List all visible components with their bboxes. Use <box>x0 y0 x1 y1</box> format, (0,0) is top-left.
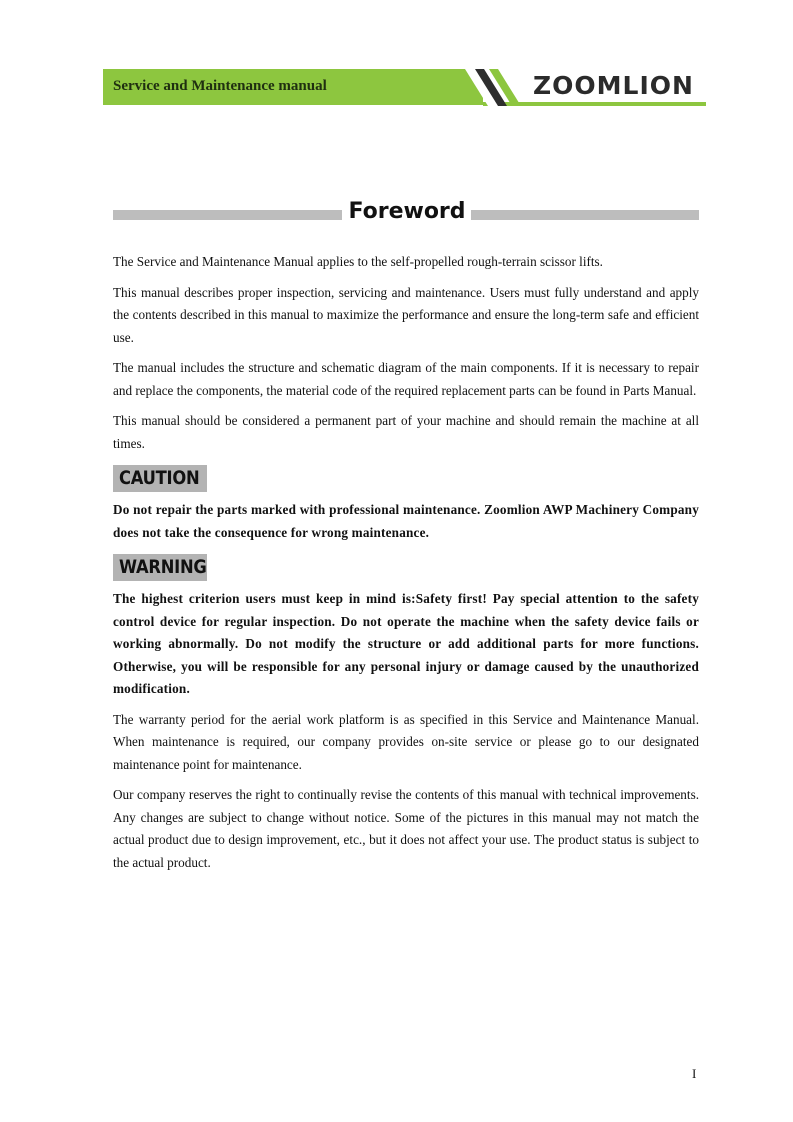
warning-word: WARNING <box>119 556 207 579</box>
caution-label <box>113 465 207 492</box>
heading-rule-left <box>113 210 342 220</box>
heading-rule-right <box>471 210 699 220</box>
paragraph: The warranty period for the aerial work platform is as specified in this Service and Maintenance Manual. When maintenance is required, our company provides on-site service or please go to our designated maintenance point for maintenance. <box>113 711 699 772</box>
zoomlion-logo-icon <box>465 69 525 106</box>
page-title: Foreword <box>348 199 466 224</box>
warning-text: The highest criterion users must keep in mind is:Safety first! Pay special attention to the safety control device for regular inspection. Do not operate the machine when the safety device fails or working abnormally. Do not modify the structure or add additional parts for more functions. Otherwise, you will be responsible for any personal injury or damage caused by the unauthorized modification. <box>113 591 699 696</box>
brand-name: ZOOMLION <box>533 71 694 100</box>
page-number: I <box>692 1066 697 1081</box>
paragraph: This manual describes proper inspection, servicing and maintenance. Users must fully understand and apply the contents described in this manual to maximize the performance and ensure the long-term safe and efficient use. <box>113 284 699 345</box>
paragraph: Our company reserves the right to continually revise the contents of this manual with technical improvements. Any changes are subject to change without notice. Some of the pictures in this manual may not match the actual product due to design improvement, etc., but it does not affect your use. The product status is subject to the actual product. <box>113 787 699 870</box>
warning-label <box>113 554 207 581</box>
header-title: Service and Maintenance manual <box>113 78 327 94</box>
foreword-body <box>113 251 699 882</box>
paragraph: This manual should be considered a permanent part of your machine and should remain the machine at all times. <box>113 413 699 451</box>
paragraph: The manual includes the structure and schematic diagram of the main components. If it is necessary to repair and replace the components, the material code of the required replacement parts can be found in Parts Manual. <box>113 360 699 398</box>
page-header <box>103 69 706 107</box>
paragraph: The Service and Maintenance Manual applies to the self-propelled rough-terrain scissor lifts. <box>113 254 603 269</box>
caution-word: CAUTION <box>119 467 200 490</box>
foreword-heading <box>113 200 699 228</box>
caution-text: Do not repair the parts marked with professional maintenance. Zoomlion AWP Machinery Company does not take the consequence for wrong maintenance. <box>113 502 699 540</box>
